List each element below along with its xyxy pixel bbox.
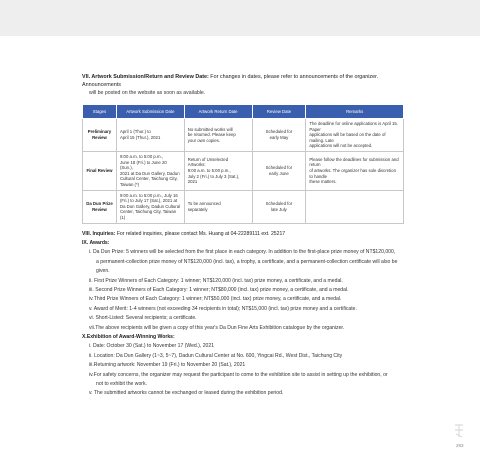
cell-line: The deadline for online applications is April 15. Paper — [309, 121, 398, 132]
list-item — [82, 277, 404, 286]
cell-line: of artworks. The organizer has sole discretion to handle — [309, 167, 396, 179]
cell-line: June 18 (Fri.) to June 20 (Sun.), — [119, 159, 167, 171]
section-10-heading — [82, 333, 404, 342]
section-9-heading — [82, 239, 404, 248]
list-item-text: ii. First Prize Winners of Each Category: 1 winner; NT$120,000 (incl. tax) prize money, a certificate, and a medal. — [89, 277, 343, 284]
section-7-intro-continued: will be posted on the website as soon as available. — [89, 90, 206, 96]
cell-line: (1) — [119, 214, 126, 220]
cell-line: Preliminary — [87, 129, 112, 135]
schedule-cell-return — [184, 190, 252, 223]
schedule-header-row — [83, 105, 404, 119]
cell-line: 2021 at Da Dun Gallery, Dadun — [119, 170, 180, 176]
cell-line: early June — [269, 170, 289, 176]
awards-list — [82, 248, 404, 333]
cell-line: Artworks: — [187, 162, 206, 168]
header-cell: Artwork Submission Date — [116, 105, 184, 119]
document-page — [0, 36, 480, 461]
list-item-text: vii.The above recipients will be given a copy of this year's Da Dun Fine Arts Exhibition catalogue by the organizer. — [89, 324, 345, 331]
schedule-table — [82, 104, 404, 224]
cell-line: Center, Taichung City, Taiwan — [119, 209, 177, 215]
schedule-cell-return — [184, 119, 252, 152]
document-content — [82, 73, 404, 399]
cell-line: Da Dun Gallery, Dadun Cultural — [119, 203, 181, 209]
list-item-text: v. Award of Merit: 1-4 winners (not exceeding 34 recipients in total); NT$15,000 (incl. tax) prize money and a certificate. — [89, 305, 357, 312]
cell-line: 2021 — [187, 179, 198, 185]
cell-line: applications will not be accepted. — [309, 143, 373, 149]
list-item-text: iii. Second Prize Winners of Each Category: 1 winner; NT$80,000 (incl. tax) prize money, a certificate, and a medal. — [89, 286, 349, 293]
schedule-cell-return — [184, 151, 252, 190]
cell-line: No submitted works will — [187, 126, 233, 132]
cell-line: 9:00 a.m. to 5:00 p.m., — [187, 167, 231, 173]
cell-line: Review — [92, 206, 107, 212]
section-8-title: VIII. Inquiries: — [82, 230, 116, 237]
section-7-heading — [82, 73, 404, 89]
cell-line: Scheduled for — [265, 200, 293, 206]
cell-line: early May — [269, 134, 289, 140]
schedule-row — [83, 190, 404, 223]
list-item — [82, 314, 404, 323]
schedule-cell-stage — [83, 190, 117, 223]
cell-line: Cultural Center, Taichung City, — [119, 176, 178, 182]
cell-line: your own copies. — [187, 137, 220, 143]
list-item-continuation: a permanent-collection prize money of NT$120,000 (incl. tax), a trophy, a certificate, and a permanent-collection certificate will also be — [96, 258, 398, 265]
section-7-intro: For changes in dates, please refer to announcements of the organizer. Announcements — [82, 74, 379, 88]
list-item — [82, 295, 404, 304]
schedule-cell-submission — [116, 151, 184, 190]
cell-line: 9:00 a.m. to 5:00 p.m., July 16 — [119, 192, 178, 198]
cell-line: Review — [92, 134, 107, 140]
cell-line: Final Review — [86, 167, 113, 173]
list-item-text: ii. Location: Da Dun Gallery (1~3, 5~7), Dadun Cultural Center at No. 600, Yingcai Rd., West Dist., Taichung City — [89, 352, 343, 359]
schedule-cell-review — [252, 190, 306, 223]
list-item-text: vi. Short-Listed: Several recipients; a certificate. — [89, 315, 197, 322]
section-7-title: VII. Artwork Submission/Return and Review Date: — [82, 74, 209, 80]
schedule-cell-stage — [83, 151, 117, 190]
cell-line: 9:00 a.m. to 5:00 p.m., — [119, 153, 163, 159]
cell-line: To be announced — [187, 200, 221, 206]
header-cell: Remarks — [306, 105, 404, 119]
list-item-text: iv.Third Prize Winners of Each Category: 1 winner; NT$50,000 (incl. tax) prize money, a certificate, and a medal. — [89, 296, 342, 303]
list-item — [82, 352, 404, 361]
cell-line: April 1 (Thur.) to — [119, 129, 151, 135]
page-number: 293 — [456, 443, 464, 448]
list-item-text: i. Da Dun Prize: 5 winners will be selected from the first place in each category. In addition to the first-place prize money of NT$120,000, — [89, 249, 396, 256]
list-item — [82, 248, 404, 276]
header-cell: Review Date — [252, 105, 306, 119]
schedule-row — [83, 119, 404, 152]
cell-line: (Fri.) to July 17 (Sat.), 2021 at — [119, 198, 178, 204]
seal-mark-icon — [452, 423, 466, 439]
cell-line: Scheduled for — [265, 165, 293, 171]
list-item — [82, 305, 404, 314]
list-item — [82, 361, 404, 370]
list-item-text: i. Date: October 30 (Sat.) to November 17 (Wed.), 2021 — [89, 343, 215, 350]
list-item-text: iii.Returning artwork: November 19 (Fri.) to November 20 (Sat.), 2021 — [89, 362, 246, 369]
list-item — [82, 286, 404, 295]
cell-line: Scheduled for — [265, 129, 293, 135]
section-8-heading — [82, 230, 404, 239]
cell-line: April 15 (Thur.), 2021 — [119, 134, 161, 140]
list-item-continuation: given. — [96, 268, 110, 275]
header-cell: Stages — [83, 105, 117, 119]
schedule-cell-remarks — [306, 151, 404, 190]
cell-line: Please follow the deadlines for submission and return — [309, 156, 399, 168]
schedule-cell-submission — [116, 119, 184, 152]
cell-line: late July — [271, 206, 287, 212]
cell-line: Return of Unselected — [187, 156, 229, 162]
exhibition-list — [82, 342, 404, 398]
header-cell: Artwork Return Date — [184, 105, 252, 119]
list-item — [82, 371, 404, 390]
schedule-cell-stage — [83, 119, 117, 152]
section-10-title: X.Exhibition of Award-Winning Works: — [82, 333, 175, 340]
list-item-text: iv.For safety concerns, the organizer may request the participant to come to the exhibition site to assist in setting up the exhibition, or — [89, 371, 388, 378]
cell-line: Taiwan (*) — [119, 181, 140, 187]
schedule-cell-review — [252, 119, 306, 152]
list-item-text: v. The submitted artworks cannot be exchanged or leased during the exhibition period. — [89, 390, 284, 397]
cell-line: Da Dun Prize — [86, 200, 113, 206]
cell-line: these matters. — [309, 179, 337, 185]
schedule-row — [83, 151, 404, 190]
schedule-cell-submission — [116, 190, 184, 223]
schedule-cell-remarks — [306, 190, 404, 223]
list-item — [82, 324, 404, 333]
list-item — [82, 342, 404, 351]
cell-line: July 2 (Fri.) to July 3 (Sat.), — [187, 173, 240, 179]
list-item-continuation: not to exhibit the work. — [96, 381, 147, 387]
schedule-cell-review — [252, 151, 306, 190]
cell-line: separately — [187, 206, 208, 212]
cell-line: applications will be based on the date of mailing. Late — [309, 132, 386, 143]
list-item — [82, 389, 404, 398]
sections-text — [82, 230, 404, 399]
section-8-text: For related inquiries, please contact Ms. Huang at 04-22289111 ext. 25217 — [115, 230, 286, 237]
section-9-title: IX. Awards: — [82, 239, 110, 246]
cell-line: be returned. Please keep — [187, 132, 236, 138]
schedule-cell-remarks — [306, 119, 404, 152]
